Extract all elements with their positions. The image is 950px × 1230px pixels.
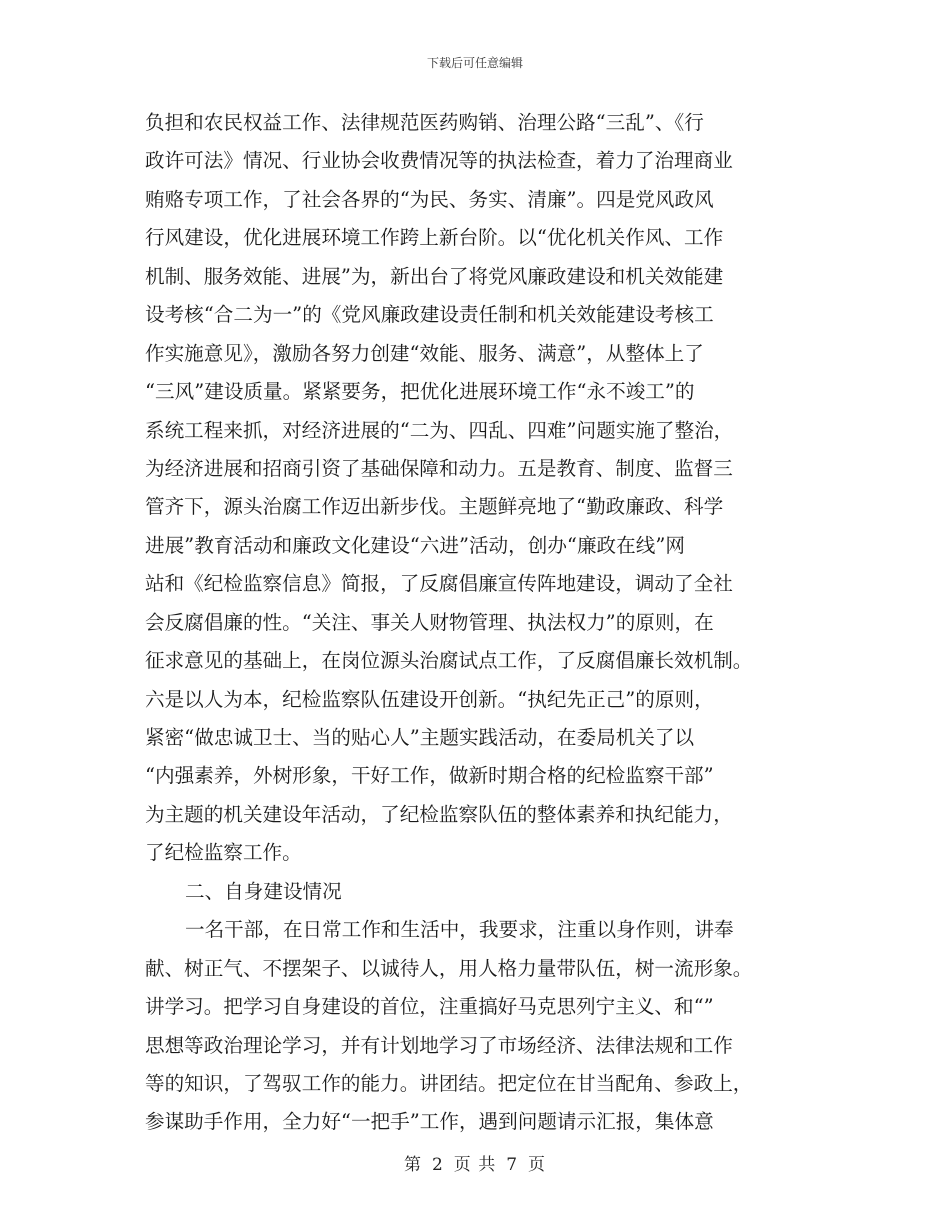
- text-line: 献、树正气、不摆架子、以诚待人，用人格力量带队伍，树一流形象。: [145, 956, 753, 980]
- document-body: [145, 104, 805, 1142]
- text-line: 站和《纪检监察信息》简报，了反腐倡廉宣传阵地建设，调动了全社: [145, 572, 733, 596]
- section-heading: 二、自身建设情况: [185, 879, 342, 903]
- footer-suffix: 页: [528, 1155, 547, 1175]
- text-line: 作实施意见》，激励各努力创建“效能、服务、满意”，从整体上了: [145, 341, 704, 365]
- text-line: 思想等政治理论学习，并有计划地学习了市场经济、法律法规和工作: [145, 1033, 733, 1057]
- text-line: 紧密“做忠诚卫士、当的贴心人”主题实践活动，在委局机关了以: [145, 726, 695, 749]
- page-footer: [0, 1150, 950, 1175]
- text-line: 为经济进展和招商引资了基础保障和动力。五是教育、制度、监督三: [145, 456, 733, 480]
- footer-middle: 页 共: [453, 1155, 497, 1175]
- text-line: “内强素养，外树形象，干好工作，做新时期合格的纪检监察干部”: [145, 764, 714, 788]
- text-line: 一名干部，在日常工作和生活中，我要求，注重以身作则，讲奉: [185, 918, 734, 942]
- footer-prefix: 第: [403, 1155, 422, 1175]
- text-line: 进展”教育活动和廉政文化建设“六进”活动，创办“廉政在线”网: [145, 533, 685, 557]
- page-header: 下载后可任意编辑: [426, 56, 523, 70]
- text-line: 会反腐倡廉的性。“关注、事关人财物管理、执法权力”的原则，在: [145, 610, 714, 634]
- text-line: 系统工程来抓，对经济进展的“二为、四乱、四难”问题实施了整治，: [145, 418, 734, 442]
- footer-current-page: 2: [431, 1155, 444, 1175]
- text-line: 了纪检监察工作。: [145, 841, 302, 865]
- text-line: 讲学习。把学习自身建设的首位，注重搞好马克思列宁主义、和“”: [145, 995, 714, 1019]
- text-line: 参谋助手作用，全力好“一把手”工作，遇到问题请示汇报，集体意: [145, 1110, 714, 1134]
- text-line: 管齐下，源头治腐工作迈出新步伐。主题鲜亮地了“勤政廉政、科学: [145, 495, 724, 519]
- footer-total-pages: 7: [506, 1155, 519, 1175]
- text-line: 贿赂专项工作，了社会各界的“为民、务实、清廉”。四是党风政风: [145, 187, 714, 211]
- text-line: 六是以人为本，纪检监察队伍建设开创新。“执纪先正己”的原则，: [145, 687, 714, 711]
- text-line: 行风建设，优化进展环境工作跨上新台阶。以“优化机关作风、工作: [145, 226, 724, 250]
- text-line: “三风”建设质量。紧紧要务，把优化进展环境工作“永不竣工”的: [145, 380, 695, 404]
- text-line: 负担和农民权益工作、法律规范医药购销、治理公路“三乱”、《行: [145, 111, 704, 134]
- text-line: 政许可法》情况、行业协会收费情况等的执法检查，着力了治理商业: [145, 149, 733, 173]
- text-line: 为主题的机关建设年活动，了纪检监察队伍的整体素养和执纪能力，: [145, 802, 733, 826]
- text-line: 等的知识，了驾驭工作的能力。讲团结。把定位在甘当配角、参政上，: [145, 1071, 753, 1095]
- text-line: 设考核“合二为一”的《党风廉政建设责任制和机关效能建设考核工: [145, 303, 714, 327]
- text-line: 征求意见的基础上，在岗位源头治腐试点工作，了反腐倡廉长效机制。: [145, 649, 753, 673]
- text-line: 机制、服务效能、进展”为，新出台了将党风廉政建设和机关效能建: [145, 264, 724, 288]
